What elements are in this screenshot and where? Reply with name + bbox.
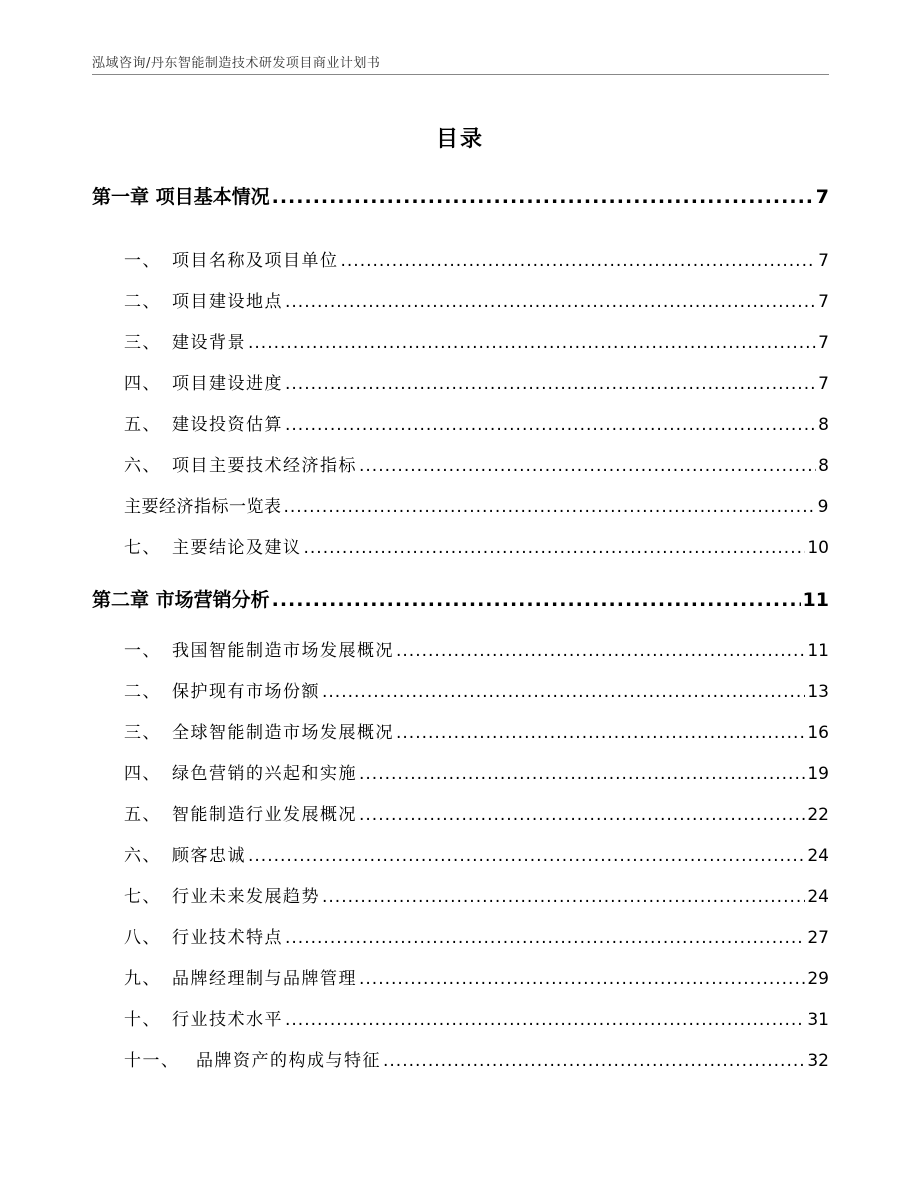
toc-leader-dots (248, 846, 805, 866)
toc-page-number: 7 (818, 292, 829, 312)
toc-leader-dots (284, 497, 816, 517)
toc-entry-label: 项目建设地点 (172, 292, 283, 312)
toc-entry-label: 建设投资估算 (172, 415, 283, 435)
toc-entry-number: 七、 (124, 887, 161, 907)
toc-entry-number: 四、 (124, 374, 161, 394)
toc-leader-dots (322, 682, 805, 702)
toc-entry[interactable] (124, 636, 829, 661)
toc-leader-dots (285, 374, 816, 394)
toc-entry-label: 全球智能制造市场发展概况 (172, 723, 394, 743)
toc-leader-dots (359, 969, 805, 989)
toc-entry-label: 项目主要技术经济指标 (172, 456, 357, 476)
toc-entry[interactable] (124, 1046, 829, 1071)
toc-chapter-label: 第一章 项目基本情况 (92, 186, 270, 208)
toc-entry-label: 品牌资产的构成与特征 (196, 1051, 381, 1071)
toc-leader-dots (272, 589, 801, 611)
toc-entry-number: 五、 (124, 805, 161, 825)
toc-page-number: 9 (817, 497, 829, 517)
toc-entry-number: 一、 (124, 251, 161, 271)
toc-page-number: 32 (807, 1051, 829, 1071)
toc-leader-dots (322, 887, 805, 907)
toc-entry[interactable] (124, 533, 829, 558)
toc-leader-dots (248, 333, 816, 353)
toc-entry[interactable] (124, 759, 829, 784)
toc-page-number: 19 (807, 764, 829, 784)
toc-page-number: 29 (807, 969, 829, 989)
toc-entry[interactable] (124, 923, 829, 948)
toc-entry-label: 我国智能制造市场发展概况 (172, 641, 394, 661)
toc-page-number: 11 (802, 589, 829, 611)
toc-entry-number: 三、 (124, 333, 161, 353)
toc-entry-number: 四、 (124, 764, 161, 784)
toc-leader-dots (285, 1010, 805, 1030)
toc-entry-label: 行业技术特点 (172, 928, 283, 948)
toc-entry-label: 项目名称及项目单位 (172, 251, 339, 271)
toc-entry[interactable] (124, 410, 829, 435)
toc-entry-number: 七、 (124, 538, 161, 558)
toc-entry-label: 品牌经理制与品牌管理 (172, 969, 357, 989)
header-divider (92, 74, 829, 75)
toc-entry-label: 保护现有市场份额 (172, 682, 320, 702)
toc-entry-number: 五、 (124, 415, 161, 435)
toc-leader-dots (396, 641, 805, 661)
toc-entry-label: 绿色营销的兴起和实施 (172, 764, 357, 784)
toc-entry[interactable] (124, 328, 829, 353)
toc-entry-label: 项目建设进度 (172, 374, 283, 394)
toc-title: 目录 (435, 127, 484, 152)
toc-entry-label: 智能制造行业发展概况 (172, 805, 357, 825)
toc-entry-number: 九、 (124, 969, 161, 989)
toc-leader-dots (304, 538, 806, 558)
toc-page-number: 22 (807, 805, 829, 825)
toc-entry[interactable] (124, 841, 829, 866)
toc-entry[interactable] (124, 369, 829, 394)
toc-entry[interactable] (124, 1005, 829, 1030)
toc-page-number: 16 (807, 723, 829, 743)
toc-page-number: 24 (807, 887, 829, 907)
toc-entry-number: 八、 (124, 928, 161, 948)
toc-chapter-1[interactable] (92, 182, 829, 209)
toc-chapter-label: 第二章 市场营销分析 (92, 589, 270, 611)
toc-entry-label: 主要经济指标一览表 (124, 497, 282, 517)
toc-entry-label: 行业未来发展趋势 (172, 887, 320, 907)
toc-entry-number: 六、 (124, 846, 161, 866)
toc-page-number: 13 (807, 682, 829, 702)
toc-entry-label: 顾客忠诚 (172, 846, 246, 866)
toc-leader-dots (359, 456, 816, 476)
toc-entry-number: 六、 (124, 456, 161, 476)
toc-leader-dots (285, 292, 816, 312)
toc-entry[interactable] (124, 718, 829, 743)
toc-page-number: 7 (815, 186, 829, 208)
toc-chapter-2[interactable] (92, 585, 829, 612)
toc-page-number: 8 (818, 456, 829, 476)
toc-entry-number: 三、 (124, 723, 161, 743)
toc-entry[interactable] (124, 451, 829, 476)
toc-entry[interactable] (124, 964, 829, 989)
toc-leader-dots (285, 415, 816, 435)
toc-entry[interactable] (124, 246, 829, 271)
toc-entry[interactable] (124, 677, 829, 702)
toc-entry-number: 十、 (124, 1010, 161, 1030)
toc-leader-dots (285, 928, 805, 948)
toc-page-number: 11 (807, 641, 829, 661)
toc-entry[interactable] (124, 800, 829, 825)
toc-leader-dots (272, 186, 814, 208)
toc-page-number: 10 (807, 538, 829, 558)
toc-entry-number: 二、 (124, 292, 161, 312)
toc-page-number: 8 (818, 415, 829, 435)
toc-entry-label: 主要结论及建议 (172, 538, 302, 558)
toc-entry-number: 二、 (124, 682, 161, 702)
toc-entry-label: 行业技术水平 (172, 1010, 283, 1030)
toc-leader-dots (359, 805, 805, 825)
toc-page-number: 7 (818, 251, 829, 271)
toc-entry[interactable] (124, 492, 829, 517)
toc-leader-dots (383, 1051, 805, 1071)
toc-entry-number: 一、 (124, 641, 161, 661)
toc-page-number: 7 (818, 374, 829, 394)
toc-entry-number: 十一、 (124, 1051, 180, 1071)
toc-entry[interactable] (124, 882, 829, 907)
toc-page-number: 24 (807, 846, 829, 866)
toc-page-number: 7 (818, 333, 829, 353)
toc-leader-dots (359, 764, 805, 784)
toc-entry-label: 建设背景 (172, 333, 246, 353)
toc-leader-dots (341, 251, 817, 271)
toc-entry[interactable] (124, 287, 829, 312)
page-header: 泓域咨询/丹东智能制造技术研发项目商业计划书 (92, 56, 381, 71)
toc-leader-dots (396, 723, 805, 743)
toc-page-number: 31 (807, 1010, 829, 1030)
toc-page-number: 27 (807, 928, 829, 948)
